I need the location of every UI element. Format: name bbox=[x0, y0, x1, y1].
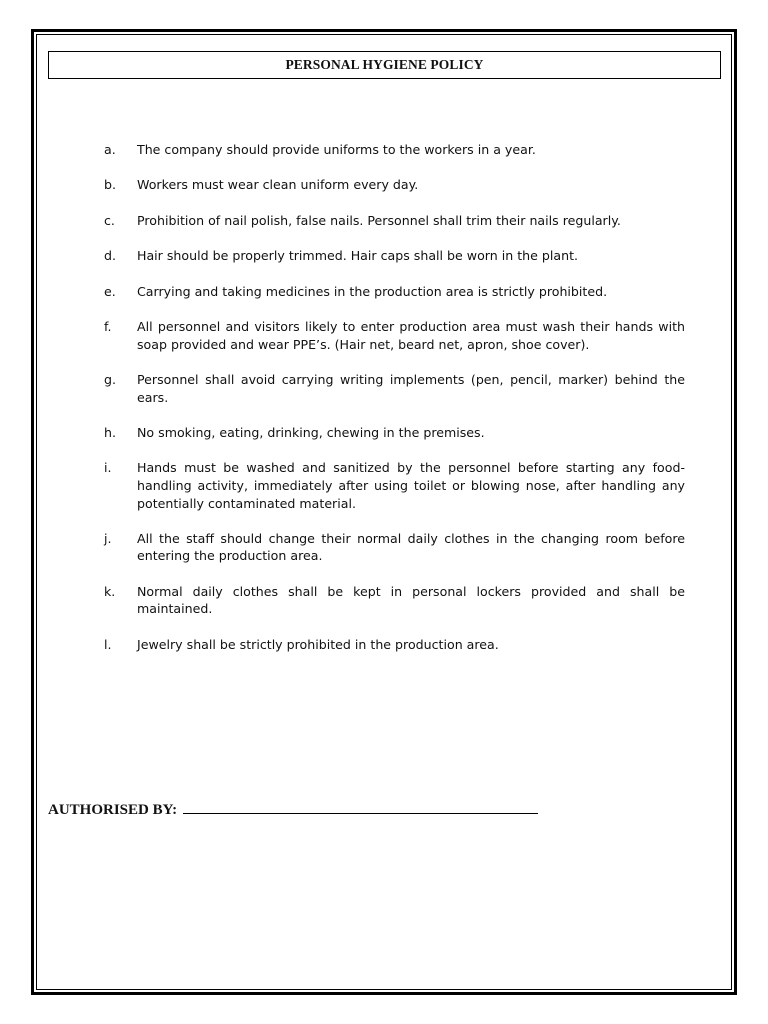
list-item-marker: c. bbox=[104, 212, 115, 228]
page-title: PERSONAL HYGIENE POLICY bbox=[285, 57, 484, 72]
list-item-text: Hair should be properly trimmed. Hair caps shall be worn in the plant. bbox=[137, 248, 579, 264]
list-item-text: Normal daily clothes shall be kept in personal lockers provided and shall be maintained. bbox=[137, 583, 685, 617]
list-item bbox=[104, 141, 685, 159]
list-item bbox=[104, 530, 685, 565]
list-item bbox=[104, 212, 685, 230]
list-item-text: The company should provide uniforms to the workers in a year. bbox=[137, 142, 536, 157]
list-item bbox=[104, 371, 685, 406]
list-item-marker: b. bbox=[104, 177, 116, 193]
list-item-text: Personnel shall avoid carrying writing implements (pen, pencil, marker) behind the ears. bbox=[137, 371, 685, 405]
list-item-text: Prohibition of nail polish, false nails. Personnel shall trim their nails regularly. bbox=[137, 212, 621, 228]
list-item-marker: i. bbox=[104, 460, 112, 476]
list-item-text: All personnel and visitors likely to enter production area must wash their hands with soap provided and wear PPE’s. (Hair net, beard net, apron, shoe cover). bbox=[137, 318, 685, 352]
list-item-text: All the staff should change their normal daily clothes in the changing room before entering the production area. bbox=[137, 530, 685, 564]
list-item-marker: h. bbox=[104, 424, 116, 440]
list-item bbox=[104, 283, 685, 301]
list-item-marker: j. bbox=[104, 530, 112, 546]
list-item bbox=[104, 176, 685, 194]
list-item bbox=[104, 424, 685, 442]
policy-list bbox=[104, 141, 685, 671]
list-item-marker: k. bbox=[104, 583, 116, 599]
list-item bbox=[104, 247, 685, 265]
list-item-marker: f. bbox=[104, 318, 112, 334]
list-item bbox=[104, 318, 685, 353]
list-item bbox=[104, 459, 685, 512]
list-item-marker: a. bbox=[104, 142, 116, 157]
list-item-text: No smoking, eating, drinking, chewing in the premises. bbox=[137, 424, 485, 440]
list-item-text: Jewelry shall be strictly prohibited in the production area. bbox=[137, 636, 499, 652]
authorised-by-label: AUTHORISED BY: bbox=[48, 802, 178, 818]
list-item-marker: l. bbox=[104, 636, 112, 652]
signature-line bbox=[183, 799, 538, 814]
authorised-by bbox=[48, 799, 538, 819]
list-item bbox=[104, 583, 685, 618]
list-item-marker: g. bbox=[104, 371, 116, 387]
list-item bbox=[104, 636, 685, 654]
list-item-text: Workers must wear clean uniform every day. bbox=[137, 177, 419, 193]
list-item-marker: e. bbox=[104, 283, 116, 299]
list-item-text: Hands must be washed and sanitized by the personnel before starting any food-handling activity, immediately after using toilet or blowing nose, after handling any potentially contaminated material. bbox=[137, 460, 685, 511]
list-item-marker: d. bbox=[104, 248, 116, 264]
list-item-text: Carrying and taking medicines in the production area is strictly prohibited. bbox=[137, 283, 608, 299]
title-box bbox=[48, 51, 721, 79]
